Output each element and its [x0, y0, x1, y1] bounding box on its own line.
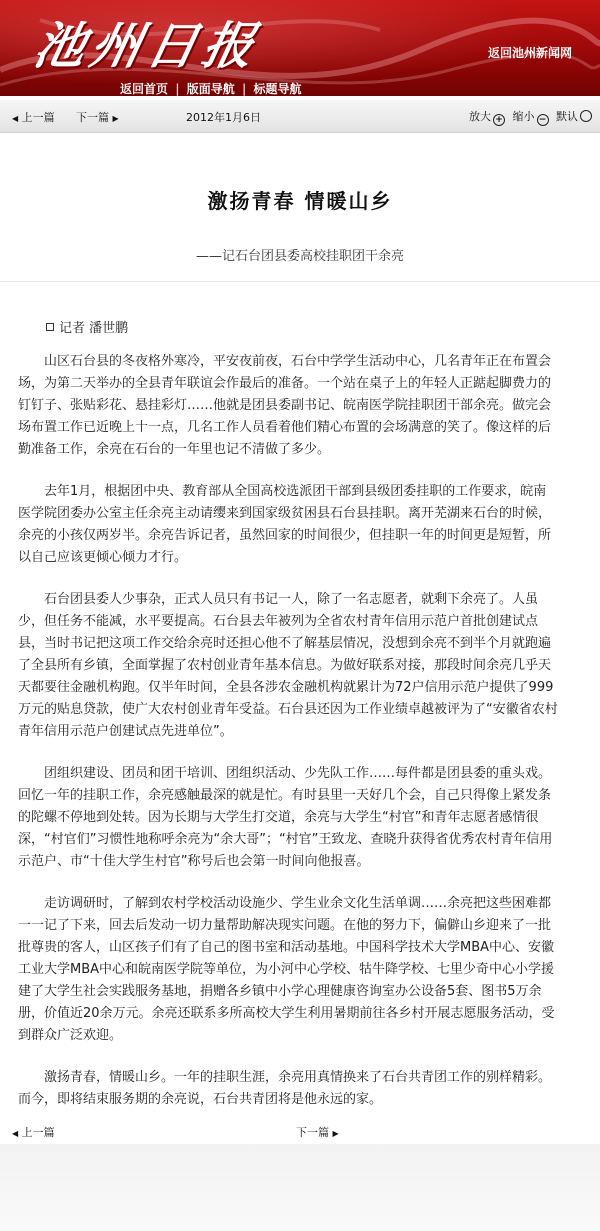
circle-icon: [580, 110, 592, 122]
zoom-controls: [465, 108, 592, 126]
prev-article-button[interactable]: [12, 109, 55, 125]
next-article-label: 下一篇: [76, 111, 109, 124]
nav-section-link[interactable]: 版面导航: [186, 82, 235, 96]
zoom-in-label: 放大: [469, 110, 491, 123]
nav-headline-link[interactable]: 标题导航: [253, 82, 302, 96]
article-container: [0, 133, 600, 1141]
triangle-left-icon: ◀: [12, 114, 19, 123]
divider: [0, 281, 600, 282]
header-navigation: [120, 80, 302, 96]
return-news-site-link[interactable]: 返回池州新闻网: [487, 46, 572, 60]
zoom-out-button[interactable]: [513, 110, 553, 123]
article-paragraph: 团组织建设、团员和团干培训、团组织活动、少先队工作……每件都是团县委的重头戏。回忆一年的挂职工作，余亮感触最深的就是忙。有时县里一天好几个会，自己只得像上紧发条的陀螺不停地到处转。因为长期与大学生打交道，余亮与大学生“村官”和青年志愿者感情很深，“村官们”习惯性地称呼余亮为“余大哥”；“村官”王致龙、查晓升获得省优秀农村青年信用示范户、市“十佳大学生村官”称号后也会第一时间向他报喜。: [18, 766, 553, 869]
triangle-right-icon: ▶: [332, 1129, 339, 1138]
bottom-prev-label: 上一篇: [21, 1126, 55, 1139]
prev-article-label: 上一篇: [21, 111, 55, 124]
article-title: 激扬青春 情暖山乡: [207, 189, 393, 213]
article-paragraph: 激扬青春，情暖山乡。一年的挂职生涯，余亮用真情换来了石台共青团工作的别样精彩。而今，即将结束服务期的余亮说，石台共青团将是他永远的家。: [18, 1070, 552, 1107]
nav-separator: |: [241, 82, 247, 96]
bottom-article-nav: [0, 1120, 600, 1144]
nav-home-link[interactable]: 返回首页: [120, 82, 169, 96]
next-article-button[interactable]: [76, 109, 119, 125]
article-body: [18, 351, 558, 1131]
zoom-default-button[interactable]: [556, 110, 592, 123]
newspaper-logo[interactable]: 池州日报: [28, 16, 266, 75]
article-subtitle: ——记石台团县委高校挂职团干余亮: [195, 249, 404, 264]
square-bullet-icon: [46, 323, 54, 331]
bottom-next-label: 下一篇: [296, 1126, 329, 1139]
zoom-default-label: 默认: [556, 110, 578, 123]
issue-date: 2012年1月6日: [186, 111, 261, 124]
article-paragraph: 石台团县委人少事杂，正式人员只有书记一人，除了一名志愿者，就剩下余亮了。人虽少，但任务不能减，水平要提高。石台县去年被列为全省农村青年信用示范户首批创建试点县，当时书记把这项工作交给余亮时还担心他不了解基层情况，没想到余亮不到半个月就跑遍了全县所有乡镇，全面掌握了农村创业青年基本信息。为做好联系对接，那段时间余亮几乎天天都要往金融机构跑。仅半年时间，全县各涉农金融机构就累计为72户信用示范户提供了999万元的贴息贷款，使广大农村创业青年受益。石台县还因为工作业绩卓越被评为了“安徽省农村青年信用示范户创建试点先进单位”。: [18, 592, 558, 739]
bottom-prev-article-button[interactable]: [12, 1124, 55, 1140]
footer-band: [0, 1144, 600, 1231]
article-paragraph: 山区石台县的冬夜格外寒冷，平安夜前夜，石台中学学生活动中心，几名青年正在布置会场，为第二天举办的全县青年联谊会作最后的准备。一个站在桌子上的年轻人正踮起脚费力的钉钉子、张贴彩花、悬挂彩灯……他就是团县委副书记、皖南医学院挂职团干部余亮。做完会场布置工作已近晚上十一点，几名工作人员看着他们精心布置的会场满意的笑了。像这样的后勤准备工作，余亮在石台的一年里也记不清做了多少。: [18, 354, 552, 457]
triangle-right-icon: ▶: [112, 114, 119, 123]
zoom-in-button[interactable]: [469, 110, 509, 123]
triangle-left-icon: ◀: [12, 1129, 19, 1138]
article-toolbar: [0, 100, 600, 133]
minus-circle-icon: −: [537, 114, 549, 126]
article-paragraph: 去年1月，根据团中央、教育部从全国高校选派团干部到县级团委挂职的工作要求，皖南医学院团委办公室主任余亮主动请缨来到国家级贫困县石台县挂职。离开芜湖来石台的时候，余亮的小孩仅两岁半。余亮告诉记者，虽然回家的时间很少，但挂职一年的时间更是短暂，所以自己应该更倾心倾力才行。: [18, 484, 552, 565]
zoom-out-label: 缩小: [512, 110, 535, 123]
article-byline: [46, 317, 128, 336]
nav-separator: |: [175, 82, 180, 96]
bottom-next-article-button[interactable]: [296, 1124, 339, 1140]
plus-circle-icon: +: [493, 114, 505, 126]
masthead-banner: [0, 0, 600, 96]
article-paragraph: 走访调研时，了解到农村学校活动设施少、学生业余文化生活单调……余亮把这些困难都一一记了下来，回去后发动一切力量帮助解决现实问题。在他的努力下，偏僻山乡迎来了一批批尊贵的客人，山区孩子们有了自己的图书室和活动基地。中国科学技术大学MBA中心、安徽工业大学MBA中心和皖南医学院等单位，为小河中心学校、牯牛降学校、七里少奇中心小学援建了大学生社会实践服务基地，捐赠各乡镇中小学心理健康咨询室办公设备5套、图书5万余册，价值近20余万元。余亮还联系多所高校大学生利用暑期前往各乡村开展志愿服务活动，受到群众广泛欢迎。: [18, 896, 555, 1043]
byline-text: 记者 潘世鹏: [59, 321, 129, 336]
